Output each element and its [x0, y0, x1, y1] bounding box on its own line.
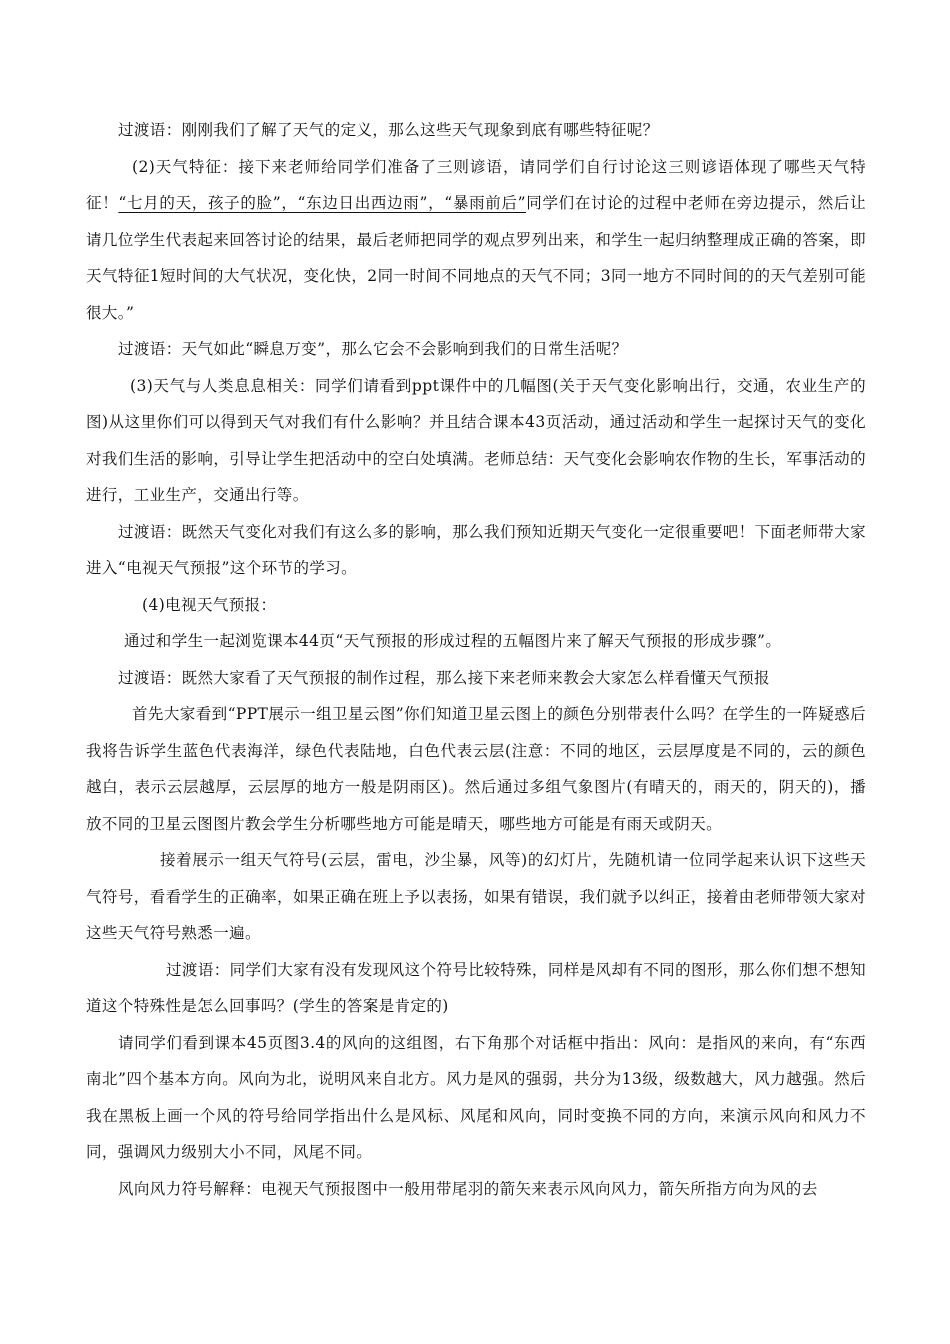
transition-paragraph-3: 过渡语：既然天气变化对我们有这么多的影响，那么我们预知近期天气变化一定很重要吧！下面老师带大家进入“电视天气预报”这个环节的学习。: [86, 522, 866, 577]
weather-features-paragraph: [86, 149, 866, 332]
wind-direction-paragraph: 请同学们看到课本45页图3.4的风向的这组图，右下角那个对话框中指出：风向：是指风的来向，有“东西南北”四个基本方向。风向为北，说明风来自北方。风力是风的强弱，共分为13级，级数越大，风力越强。然后我在黑板上画一个风的符号给同学指出什么是风标、风尾和风向，同时变换不同的方向，来演示风向和风力不同，强调风力级别大小不同，风尾不同。: [86, 1033, 866, 1161]
transition-paragraph-4: 过渡语：既然大家看了天气预报的制作过程，那么接下来老师来教会大家怎么样看懂天气预报: [118, 668, 770, 687]
wind-symbol-explanation-paragraph: 风向风力符号解释：电视天气预报图中一般用带尾羽的箭矢来表示风向风力，箭矢所指方向为风的去: [118, 1179, 818, 1198]
weather-and-humans-paragraph: (3)天气与人类息息相关：同学们请看到ppt课件中的几幅图(关于天气变化影响出行，交通，农业生产的图)从这里你们可以得到天气对我们有什么影响？并且结合课本43页活动，通过活动和学生一起探讨天气的变化对我们生活的影响，引导让学生把活动中的空白处填满。老师总结：天气变化会影响农作物的生长，军事活动的进行，工业生产，交通出行等。: [86, 376, 866, 504]
proverbs-underlined: “七月的天，孩子的脸”，“东边日出西边雨”，“暴雨前后”: [118, 194, 526, 212]
forecast-process-paragraph: 通过和学生一起浏览课本44页“天气预报的形成过程的五幅图片来了解天气预报的形成步骤”。: [124, 632, 782, 650]
document-page: [86, 112, 866, 1207]
satellite-image-paragraph: 首先大家看到“PPT展示一组卫星云图”你们知道卫星云图上的颜色分别带表什么吗？在学生的一阵疑惑后我将告诉学生蓝色代表海洋，绿色代表陆地，白色代表云层(注意：不同的地区，云层厚度是不同的，云的颜色越白，表示云层越厚，云层厚的地方一般是阴雨区)。然后通过多组气象图片(有晴天的，雨天的，阴天的)，播放不同的卫星云图图片教会学生分析哪些地方可能是晴天，哪些地方可能是有雨天或阴天。: [86, 705, 866, 833]
transition-paragraph-5: 过渡语：同学们大家有没有发现风这个符号比较特殊，同样是风却有不同的图形，那么你们想不想知道这个特殊性是怎么回事吗？(学生的答案是肯定的): [86, 960, 866, 1015]
weather-features-tail: 同学们在讨论的过程中老师在旁边提示，然后让请几位学生代表起来回答讨论的结果，最后老师把同学的观点罗列出来，和学生一起归纳整理成正确的答案，即天气特征1短时间的大气状况，变化快，2同一时间不同地点的天气不同；3同一地方不同时间的的天气差别可能很大。”: [86, 194, 866, 322]
tv-forecast-heading: (4)电视天气预报：: [142, 595, 277, 614]
transition-paragraph-1: 过渡语：刚刚我们了解了天气的定义，那么这些天气现象到底有哪些特征呢？: [118, 121, 659, 139]
transition-paragraph-2: 过渡语：天气如此“瞬息万变”，那么它会不会影响到我们的日常生活呢？: [118, 340, 628, 358]
weather-features-lead: (2)天气特征：接下来老师给同学们准备了三则谚语，请同学们自行讨论这三则谚语体现了哪些天气特征！: [86, 157, 866, 212]
weather-symbols-paragraph: 接着展示一组天气符号(云层，雷电，沙尘暴，风等)的幻灯片，先随机请一位同学起来认识下这些天气符号，看看学生的正确率，如果正确在班上予以表扬，如果有错误，我们就予以纠正，接着由老师带领大家对这些天气符号熟悉一遍。: [86, 851, 866, 942]
